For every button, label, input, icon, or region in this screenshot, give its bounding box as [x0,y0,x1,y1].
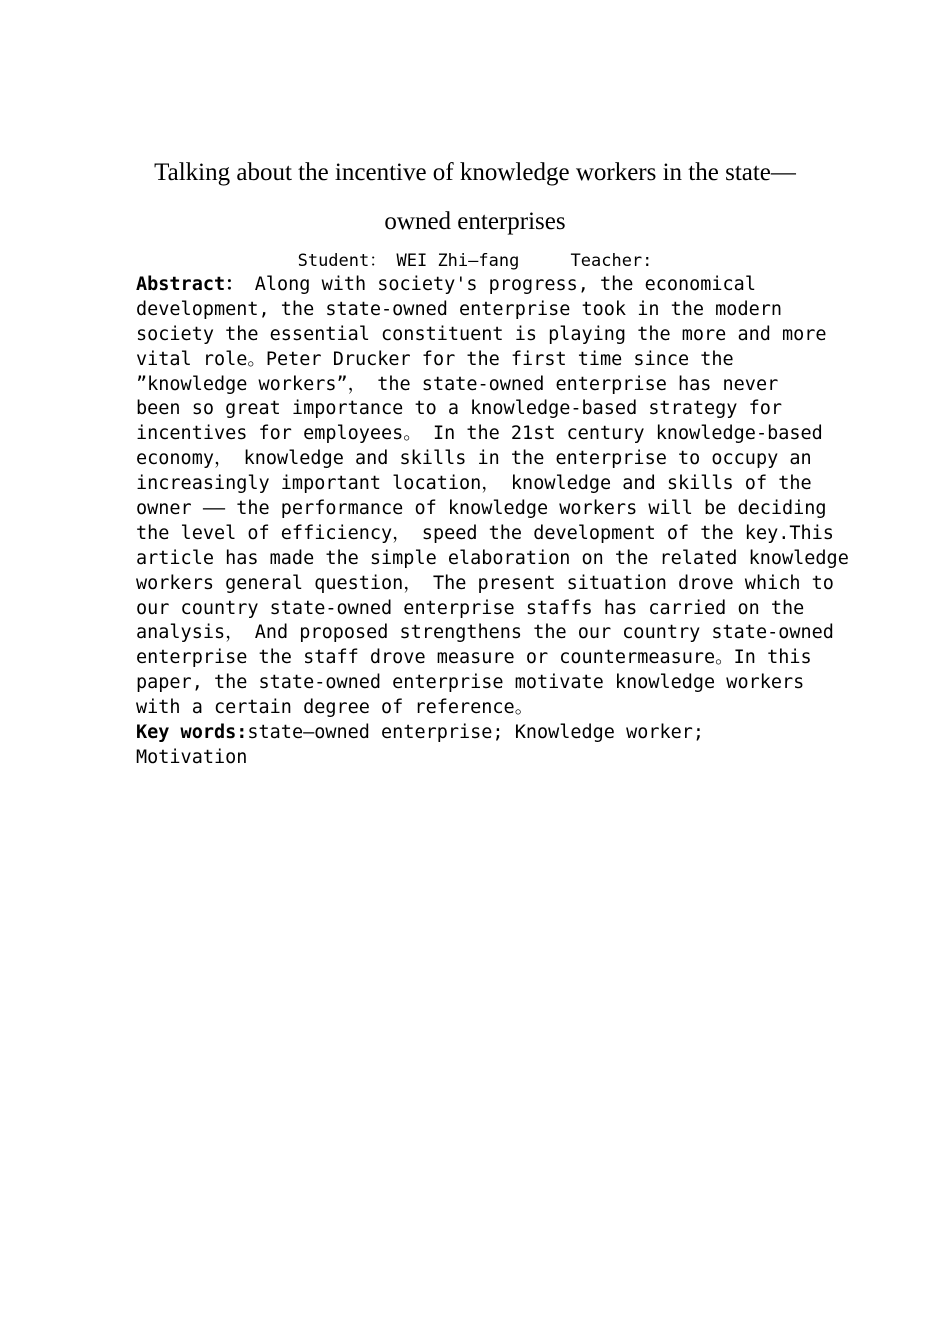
abstract-section [136,273,866,721]
abstract-line: incentives for employees。 In the 21st century knowledge-based [136,423,823,445]
abstract-line: owner —— the performance of knowledge workers will be deciding [136,498,827,520]
abstract-line: analysis， And proposed strengthens the our country state-owned [136,622,834,644]
keywords-line-1 [136,721,866,746]
abstract-line: vital role。Peter Drucker for the first time since the [136,348,734,370]
byline [100,250,850,272]
abstract-line: development, the state-owned enterprise took in the modern [136,298,783,320]
abstract-line: paper, the state-owned enterprise motivate knowledge workers [136,672,805,694]
abstract-label: Abstract： [136,274,244,295]
abstract-line: the level of efficiency， speed the development of the key.This [136,522,834,544]
abstract-line: workers general question， The present situation drove which to [136,572,834,594]
abstract-line-1 [136,273,866,298]
abstract-text: Along with society's progress, the economical [243,274,756,295]
keywords-label: Key words: [136,722,248,743]
abstract-line: article has made the simple elaboration on the related knowledge [136,547,849,569]
abstract-line: society the essential constituent is playing the more and more [136,323,827,345]
keywords-line: Motivation [136,746,248,768]
title-line-2: owned enterprises [384,208,566,235]
student-label: Student： [297,251,387,271]
abstract-line: increasingly important location， knowledge and skills of the [136,473,812,495]
abstract-line: our country state-owned enterprise staffs has carried on the [136,597,805,619]
abstract-line: with a certain degree of reference。 [136,697,534,719]
abstract-line: economy， knowledge and skills in the enterprise to occupy an [136,448,812,470]
keywords-text: state—owned enterprise; Knowledge worker; [247,722,705,743]
abstract-line: enterprise the staff drove measure or countermeasure。In this [136,647,812,669]
student-name: WEI Zhi—fang [396,251,520,271]
abstract-line: ”knowledge workers”， the state-owned enterprise has never [136,373,779,395]
abstract-line: been so great importance to a knowledge-based strategy for [136,398,783,420]
keywords-section [136,721,866,771]
teacher-label: Teacher: [570,251,653,271]
title-line-1: Talking about the incentive of knowledge workers in the state— [154,159,796,186]
